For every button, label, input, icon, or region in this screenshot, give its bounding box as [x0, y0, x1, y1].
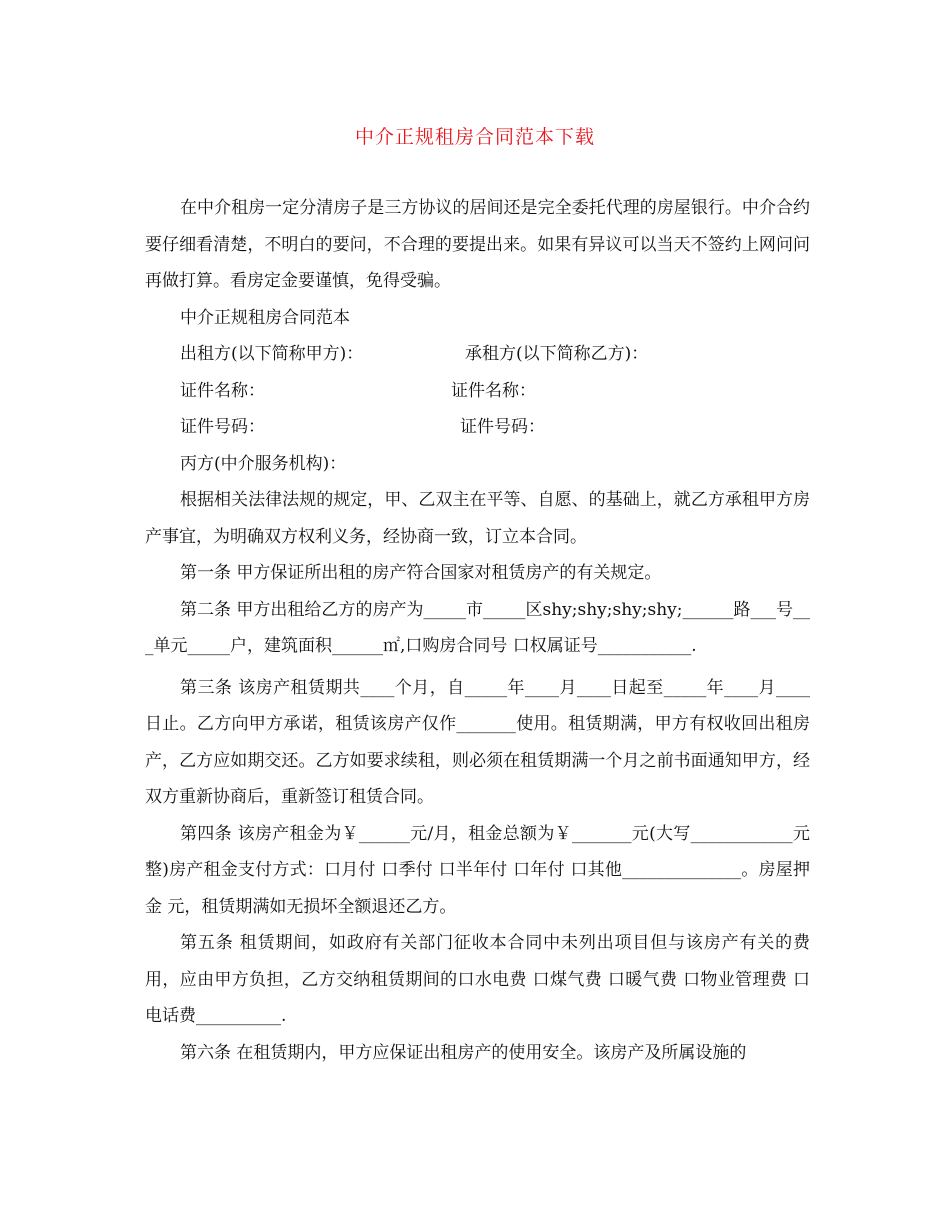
contract-subtitle: 中介正规租房合同范本	[180, 307, 350, 328]
id-name-row	[145, 373, 810, 410]
document-body	[145, 190, 810, 1071]
id-name-lessee: 证件名称：	[451, 380, 536, 401]
intro-paragraph: 在中介租房一定分清房子是三方协议的居间还是完全委托代理的房屋银行。中介合约要仔细看清楚，不明白的要问，不合理的要提出来。如果有异议可以当天不签约上网问问再做打算。看房定金要谨慎，免得受骗。	[145, 198, 810, 291]
lessor-label: 出租方(以下简称甲方)：	[180, 344, 364, 364]
preamble-paragraph: 根据相关法律法规的规定，甲、乙双主在平等、自愿、的基础上，就乙方承租甲方房产事宜，为明确双方权利义务，经协商一致，订立本合同。	[145, 490, 810, 547]
article-4: 第四条 该房产租金为￥______元/月，租金总额为￥_______元(大写____________元整)房产租金支付方式：口月付 口季付 口半年付 口年付 口其他______________。房屋押金 元，租赁期满如无损坏全额退还乙方。	[145, 823, 810, 917]
id-number-row	[145, 409, 810, 446]
agency-label: 丙方(中介服务机构)：	[180, 453, 347, 474]
id-number-lessee: 证件号码：	[460, 417, 545, 437]
article-2: 第二条 甲方出租给乙方的房产为_____市_____区shy;shy;shy;shy;______路___号___单元_____户，建筑面积______㎡,口购房合同号 口权属证号___________.	[145, 599, 810, 656]
article-6: 第六条 在租赁期内，甲方应保证出租房产的使用安全。该房产及所属设施的	[180, 1042, 747, 1063]
article-3: 第三条 该房产租赁期共____个月，自_____年____月____日起至_____年____月____日止。乙方向甲方承诺，租赁该房产仅作_______使用。租赁期满，甲方有权收回出租房产，乙方应如期交还。乙方如要求续租，则必须在租赁期满一个月之前书面通知甲方，经双方重新协商后，重新签订租赁合同。	[145, 677, 810, 807]
id-name-lessor: 证件名称：	[180, 380, 265, 401]
parties-row	[145, 336, 810, 373]
article-5: 第五条 租赁期间，如政府有关部门征收本合同中未列出项目但与该房产有关的费用，应由甲方负担，乙方交纳租赁期间的口水电费 口煤气费 口暖气费 口物业管理费 口电话费__________.	[145, 933, 810, 1026]
article-1: 第一条 甲方保证所出租的房产符合国家对租赁房产的有关规定。	[180, 563, 662, 583]
id-number-lessor: 证件号码：	[180, 417, 265, 437]
document-title: 中介正规租房合同范本下载	[354, 126, 595, 148]
lessee-label: 承租方(以下简称乙方)：	[465, 344, 649, 364]
